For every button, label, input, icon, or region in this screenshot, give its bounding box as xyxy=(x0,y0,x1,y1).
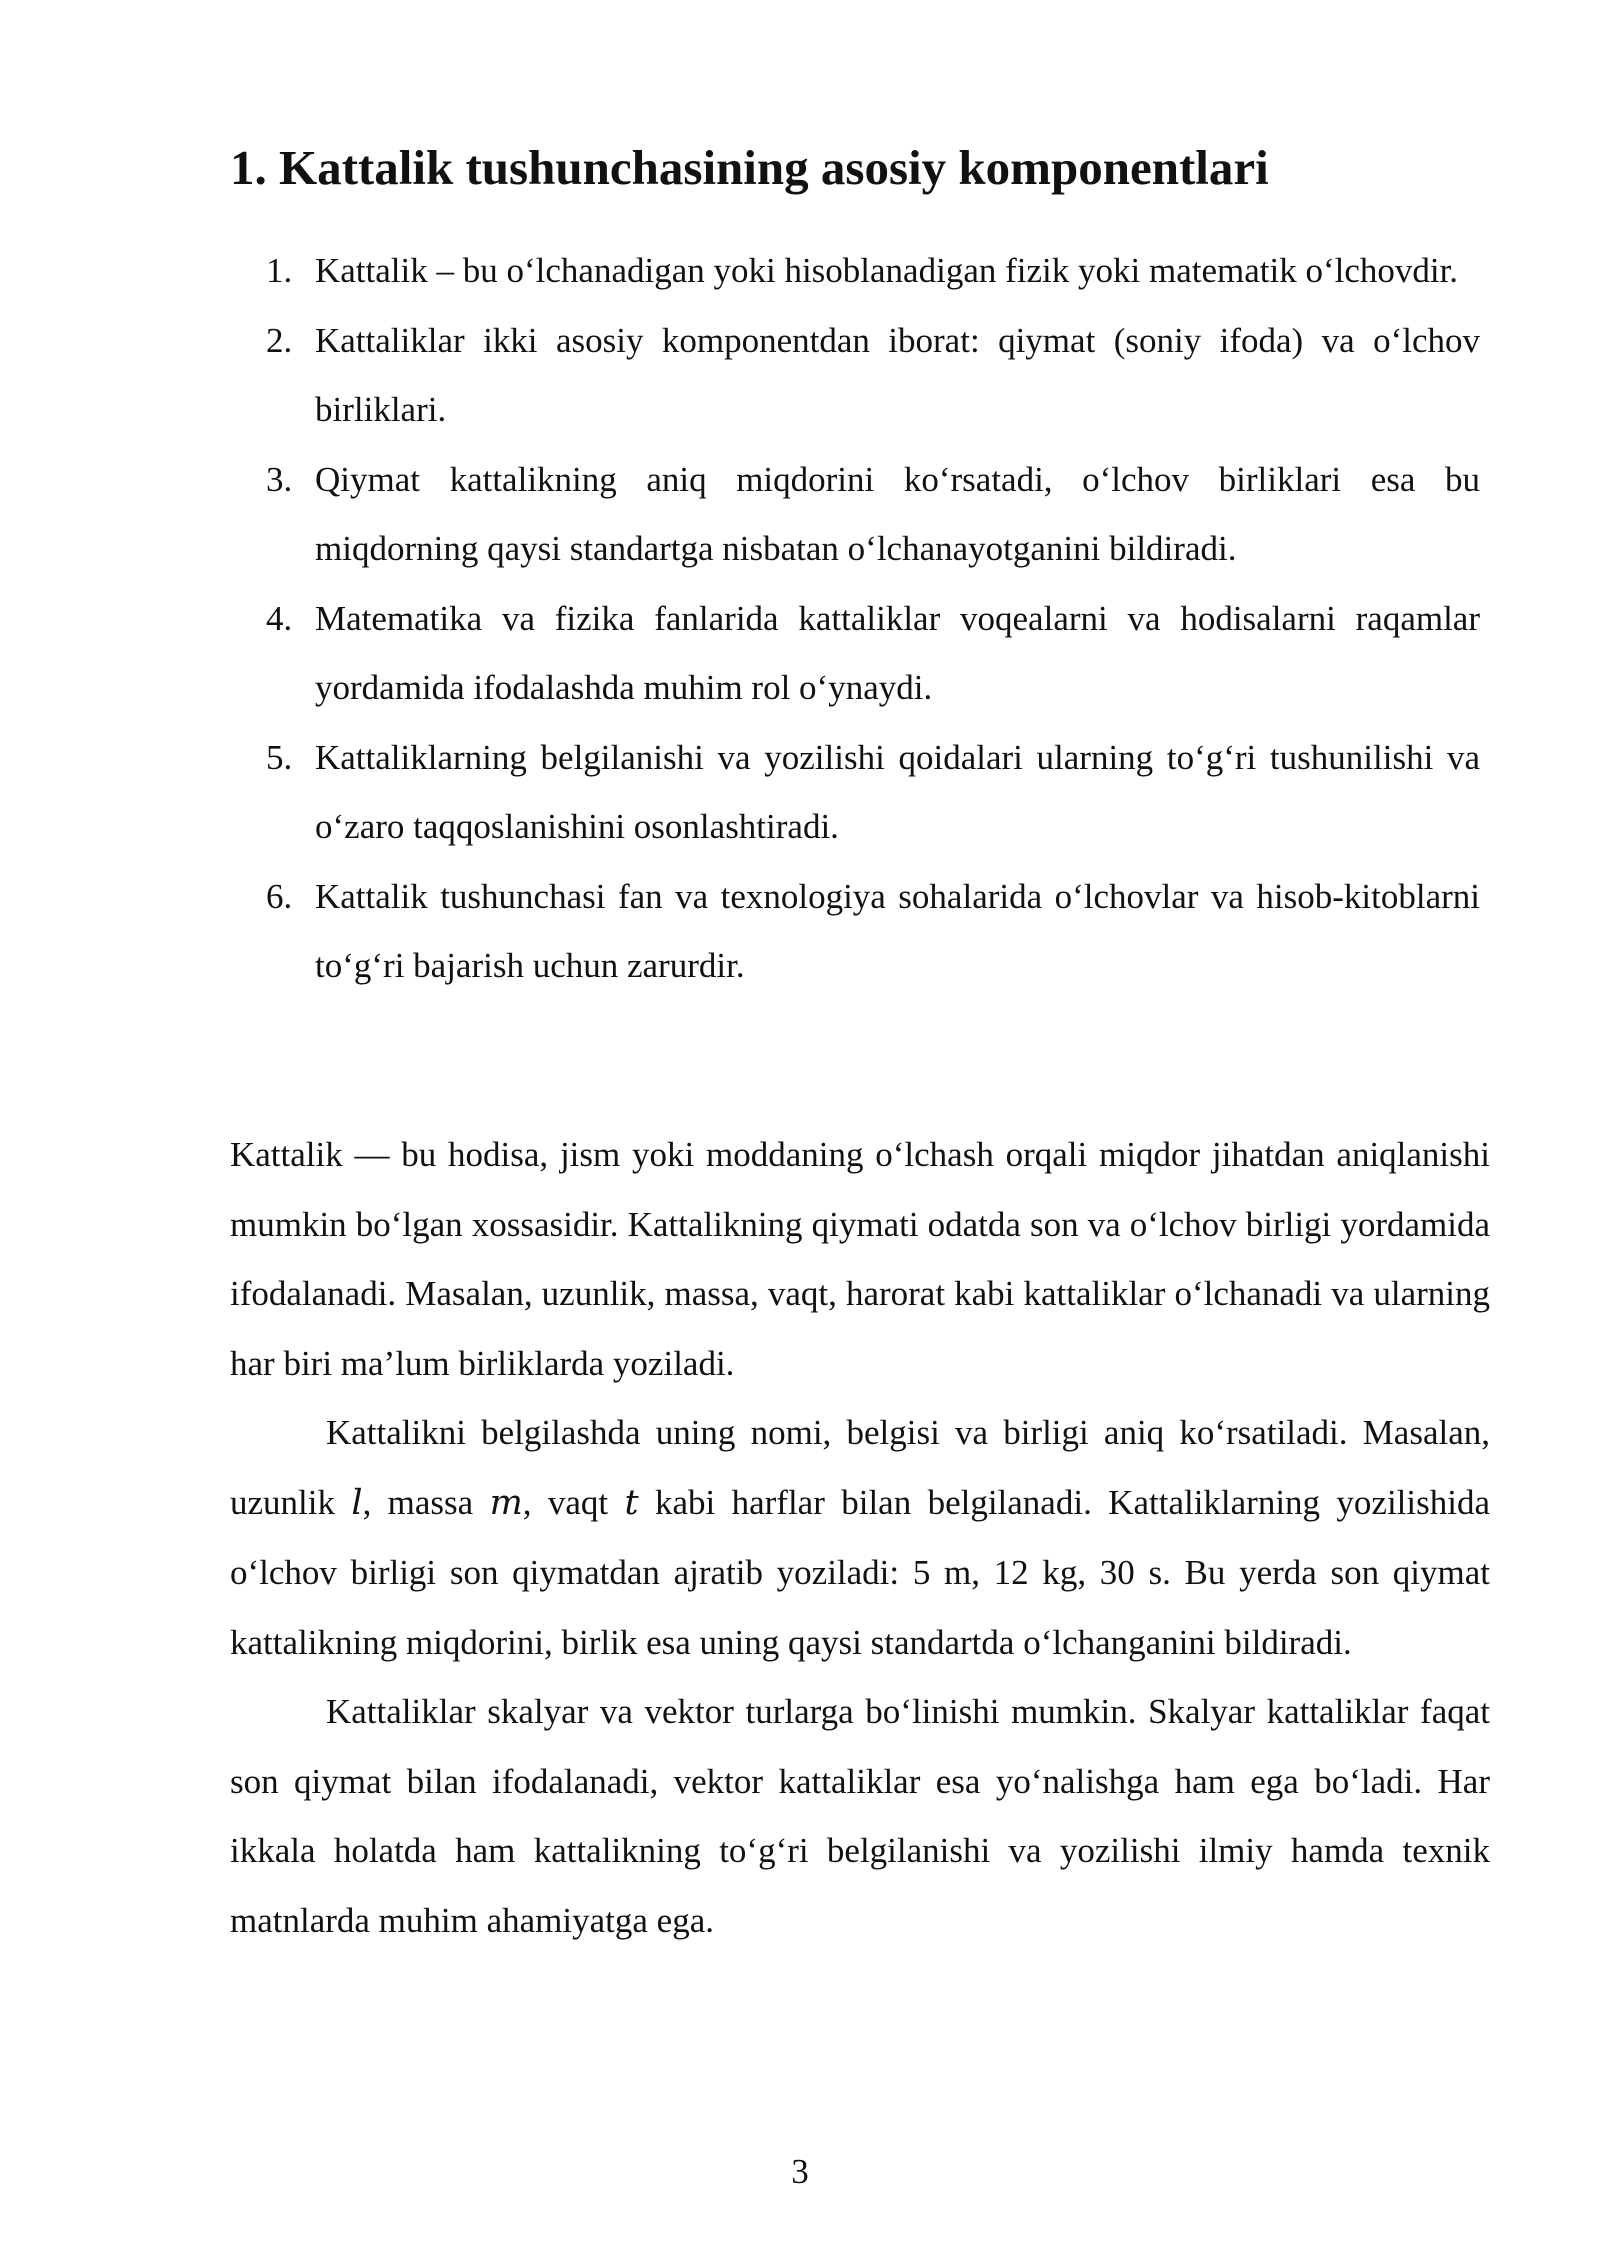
paragraph-notation-text: Kattalikni belgilashda uning nomi, belgisi va birligi aniq ko‘rsatiladi. Masalan, uzunlik xyxy=(230,1413,1490,1522)
math-variable-mass: m xyxy=(489,1482,523,1523)
paragraph-notation-text: , vaqt xyxy=(522,1482,625,1522)
list-item xyxy=(230,306,1480,445)
list-item xyxy=(230,445,1480,584)
list-item xyxy=(230,236,1480,306)
list-item xyxy=(230,862,1480,1001)
page-number: 3 xyxy=(791,2152,809,2191)
section-heading: 1. Kattalik tushunchasining asosiy komponentlari xyxy=(230,140,1269,195)
list-item-number: 4. xyxy=(266,598,293,638)
math-variable-time: t xyxy=(624,1482,639,1523)
list-item xyxy=(230,584,1480,723)
list-item xyxy=(230,723,1480,862)
list-item-text: Kattaliklarning belgilanishi va yozilishi qoidalari ularning to‘g‘ri tushunilishi va o‘zaro taqqoslanishini osonlashtiradi. xyxy=(315,737,1480,846)
paragraph-notation-text: kabi harflar bilan belgilanadi. Kattaliklarning yozilishida o‘lchov birligi son qiymatdan ajratib yoziladi: 5 m, 12 kg, 30 s. Bu yerda son qiymat kattalikning miqdorini, birlik esa uning qaysi standartda o‘lchanganini bildiradi. xyxy=(230,1482,1491,1662)
list-item-text: Kattalik – bu o‘lchanadigan yoki hisoblanadigan fizik yoki matematik o‘lchovdir. xyxy=(315,251,1459,290)
list-item-number: 3. xyxy=(266,459,293,499)
paragraph-notation xyxy=(230,1398,1490,1677)
list-item-number: 1. xyxy=(266,251,293,290)
list-item-text: Kattaliklar ikki asosiy komponentdan iborat: qiymat (soniy ifoda) va o‘lchov birliklari. xyxy=(315,320,1480,429)
list-item-text: Qiymat kattalikning aniq miqdorini ko‘rsatadi, o‘lchov birliklari esa bu miqdorning qaysi standartga nisbatan o‘lchanayotganini bildiradi. xyxy=(315,459,1480,568)
list-item-number: 6. xyxy=(266,876,293,916)
paragraph-scalar-vector: Kattaliklar skalyar va vektor turlarga bo‘linishi mumkin. Skalyar kattaliklar faqat son qiymat bilan ifodalanadi, vektor kattaliklar esa yo‘nalishga ham ega bo‘ladi. Har ikkala holatda ham kattalikning to‘g‘ri belgilanishi va yozilishi ilmiy hamda texnik matnlarda muhim ahamiyatga ega. xyxy=(230,1692,1490,1940)
numbered-list xyxy=(230,236,1480,1001)
paragraph-definition: Kattalik — bu hodisa, jism yoki moddaning o‘lchash orqali miqdor jihatdan aniqlanishi mumkin bo‘lgan xossasidir. Kattalikning qiymati odatda son va o‘lchov birligi yordamida ifodalanadi. Masalan, uzunlik, massa, vaqt, harorat kabi kattaliklar o‘lchanadi va ularning har biri ma’lum birliklarda yoziladi. xyxy=(230,1135,1490,1383)
math-variable-length: l xyxy=(351,1482,363,1523)
paragraph-notation-text: , massa xyxy=(362,1482,490,1522)
list-item-number: 2. xyxy=(266,320,293,360)
list-item-number: 5. xyxy=(266,737,293,777)
list-item-text: Matematika va fizika fanlarida kattaliklar voqealarni va hodisalarni raqamlar yordamida ifodalashda muhim rol o‘ynaydi. xyxy=(315,598,1480,707)
body-text xyxy=(230,1120,1490,1955)
list-item-text: Kattalik tushunchasi fan va texnologiya sohalarida o‘lchovlar va hisob-kitoblarni to‘g‘ri bajarish uchun zarurdir. xyxy=(315,876,1480,985)
